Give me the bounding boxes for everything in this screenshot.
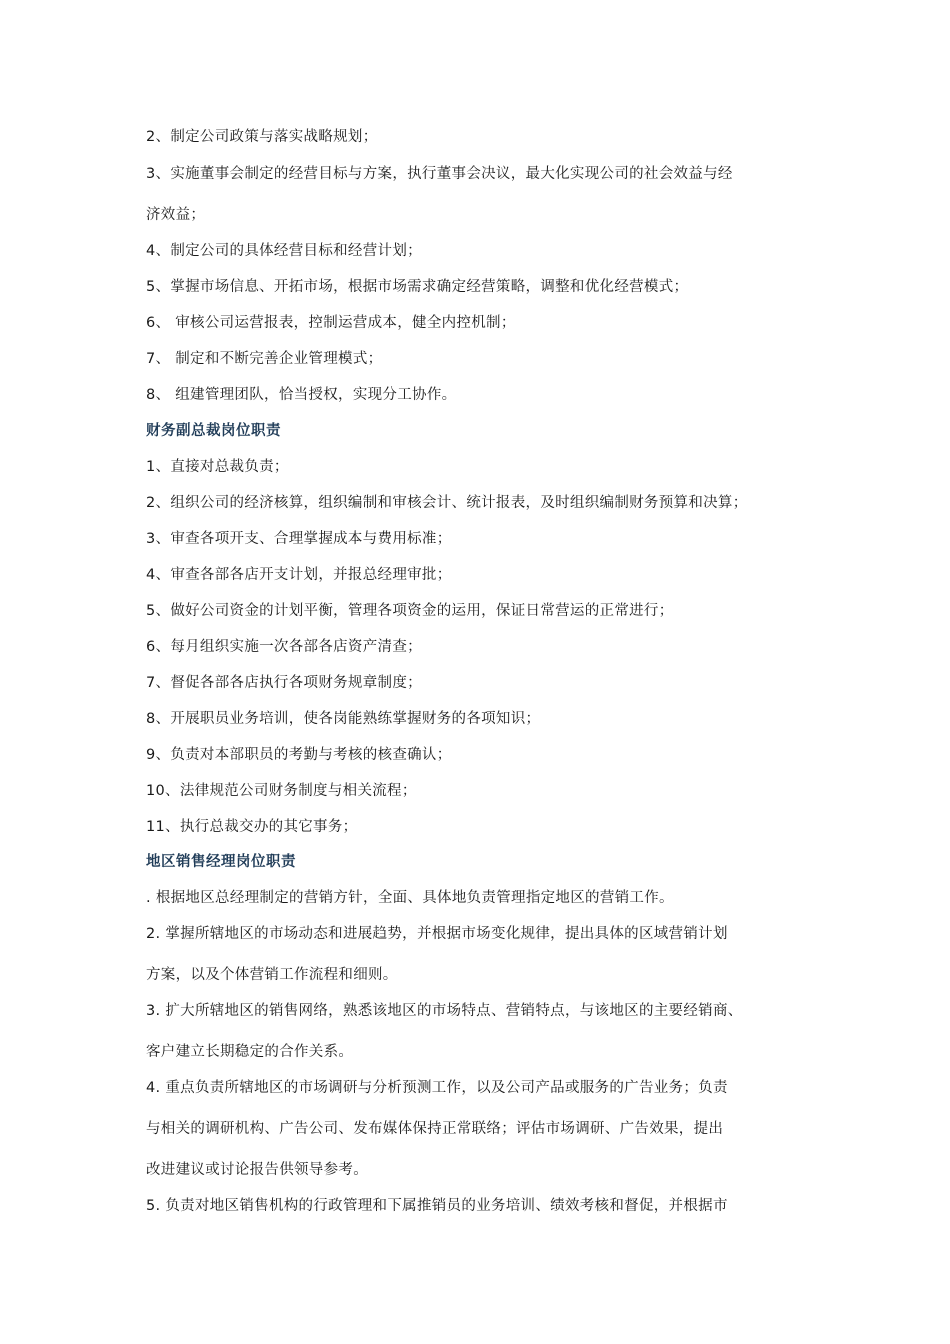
finance-item-2: 2、组织公司的经济核算，组织编制和审核会计、统计报表，及时组织编制财务预算和决算； bbox=[146, 495, 748, 511]
finance-item-5: 5、做好公司资金的计划平衡，管理各项资金的运用，保证日常营运的正常进行； bbox=[146, 603, 674, 619]
finance-item-6: 6、每月组织实施一次各部各店资产清查； bbox=[146, 639, 422, 655]
gm-item-6: 6、 审核公司运营报表，控制运营成本，健全内控机制； bbox=[146, 315, 516, 331]
sales-item-5: 5. 负责对地区销售机构的行政管理和下属推销员的业务培训、绩效考核和督促，并根据市 bbox=[146, 1198, 728, 1214]
finance-item-3: 3、审查各项开支、合理掌握成本与费用标准； bbox=[146, 531, 452, 547]
sales-item-2: 2. 掌握所辖地区的市场动态和进展趋势，并根据市场变化规律，提出具体的区域营销计划 bbox=[146, 926, 728, 942]
sales-item-1: . 根据地区总经理制定的营销方针，全面、具体地负责管理指定地区的营销工作。 bbox=[146, 890, 674, 906]
gm-item-5: 5、掌握市场信息、开拓市场，根据市场需求确定经营策略，调整和优化经营模式； bbox=[146, 279, 689, 295]
sales-item-2-cont: 方案，以及个体营销工作流程和细则。 bbox=[146, 967, 398, 983]
finance-vp-heading: 财务副总裁岗位职责 bbox=[146, 423, 281, 439]
finance-item-7: 7、督促各部各店执行各项财务规章制度； bbox=[146, 675, 422, 691]
gm-item-4: 4、制定公司的具体经营目标和经营计划； bbox=[146, 243, 422, 259]
finance-item-9: 9、负责对本部职员的考勤与考核的核查确认； bbox=[146, 747, 452, 763]
gm-item-2: 2、制定公司政策与落实战略规划； bbox=[146, 129, 378, 145]
finance-item-11: 11、执行总裁交办的其它事务； bbox=[146, 819, 358, 835]
sales-item-4: 4. 重点负责所辖地区的市场调研与分析预测工作，以及公司产品或服务的广告业务；负责 bbox=[146, 1080, 728, 1096]
gm-item-8: 8、 组建管理团队，恰当授权，实现分工协作。 bbox=[146, 387, 457, 403]
regional-sales-heading: 地区销售经理岗位职责 bbox=[146, 854, 296, 870]
sales-item-4-cont-2: 改进建议或讨论报告供领导参考。 bbox=[146, 1162, 368, 1178]
sales-item-3: 3. 扩大所辖地区的销售网络，熟悉该地区的市场特点、营销特点，与该地区的主要经销商、 bbox=[146, 1003, 743, 1019]
sales-item-4-cont-1: 与相关的调研机构、广告公司、发布媒体保持正常联络；评估市场调研、广告效果，提出 bbox=[146, 1121, 724, 1137]
gm-item-3: 3、实施董事会制定的经营目标与方案，执行董事会决议，最大化实现公司的社会效益与经 bbox=[146, 166, 733, 182]
finance-item-4: 4、审查各部各店开支计划，并报总经理审批； bbox=[146, 567, 452, 583]
sales-item-3-cont: 客户建立长期稳定的合作关系。 bbox=[146, 1044, 354, 1060]
gm-item-7: 7、 制定和不断完善企业管理模式； bbox=[146, 351, 383, 367]
finance-item-10: 10、法律规范公司财务制度与相关流程； bbox=[146, 783, 417, 799]
finance-item-1: 1、直接对总裁负责； bbox=[146, 459, 289, 475]
finance-item-8: 8、开展职员业务培训，使各岗能熟练掌握财务的各项知识； bbox=[146, 711, 541, 727]
gm-item-3-cont: 济效益； bbox=[146, 207, 206, 223]
